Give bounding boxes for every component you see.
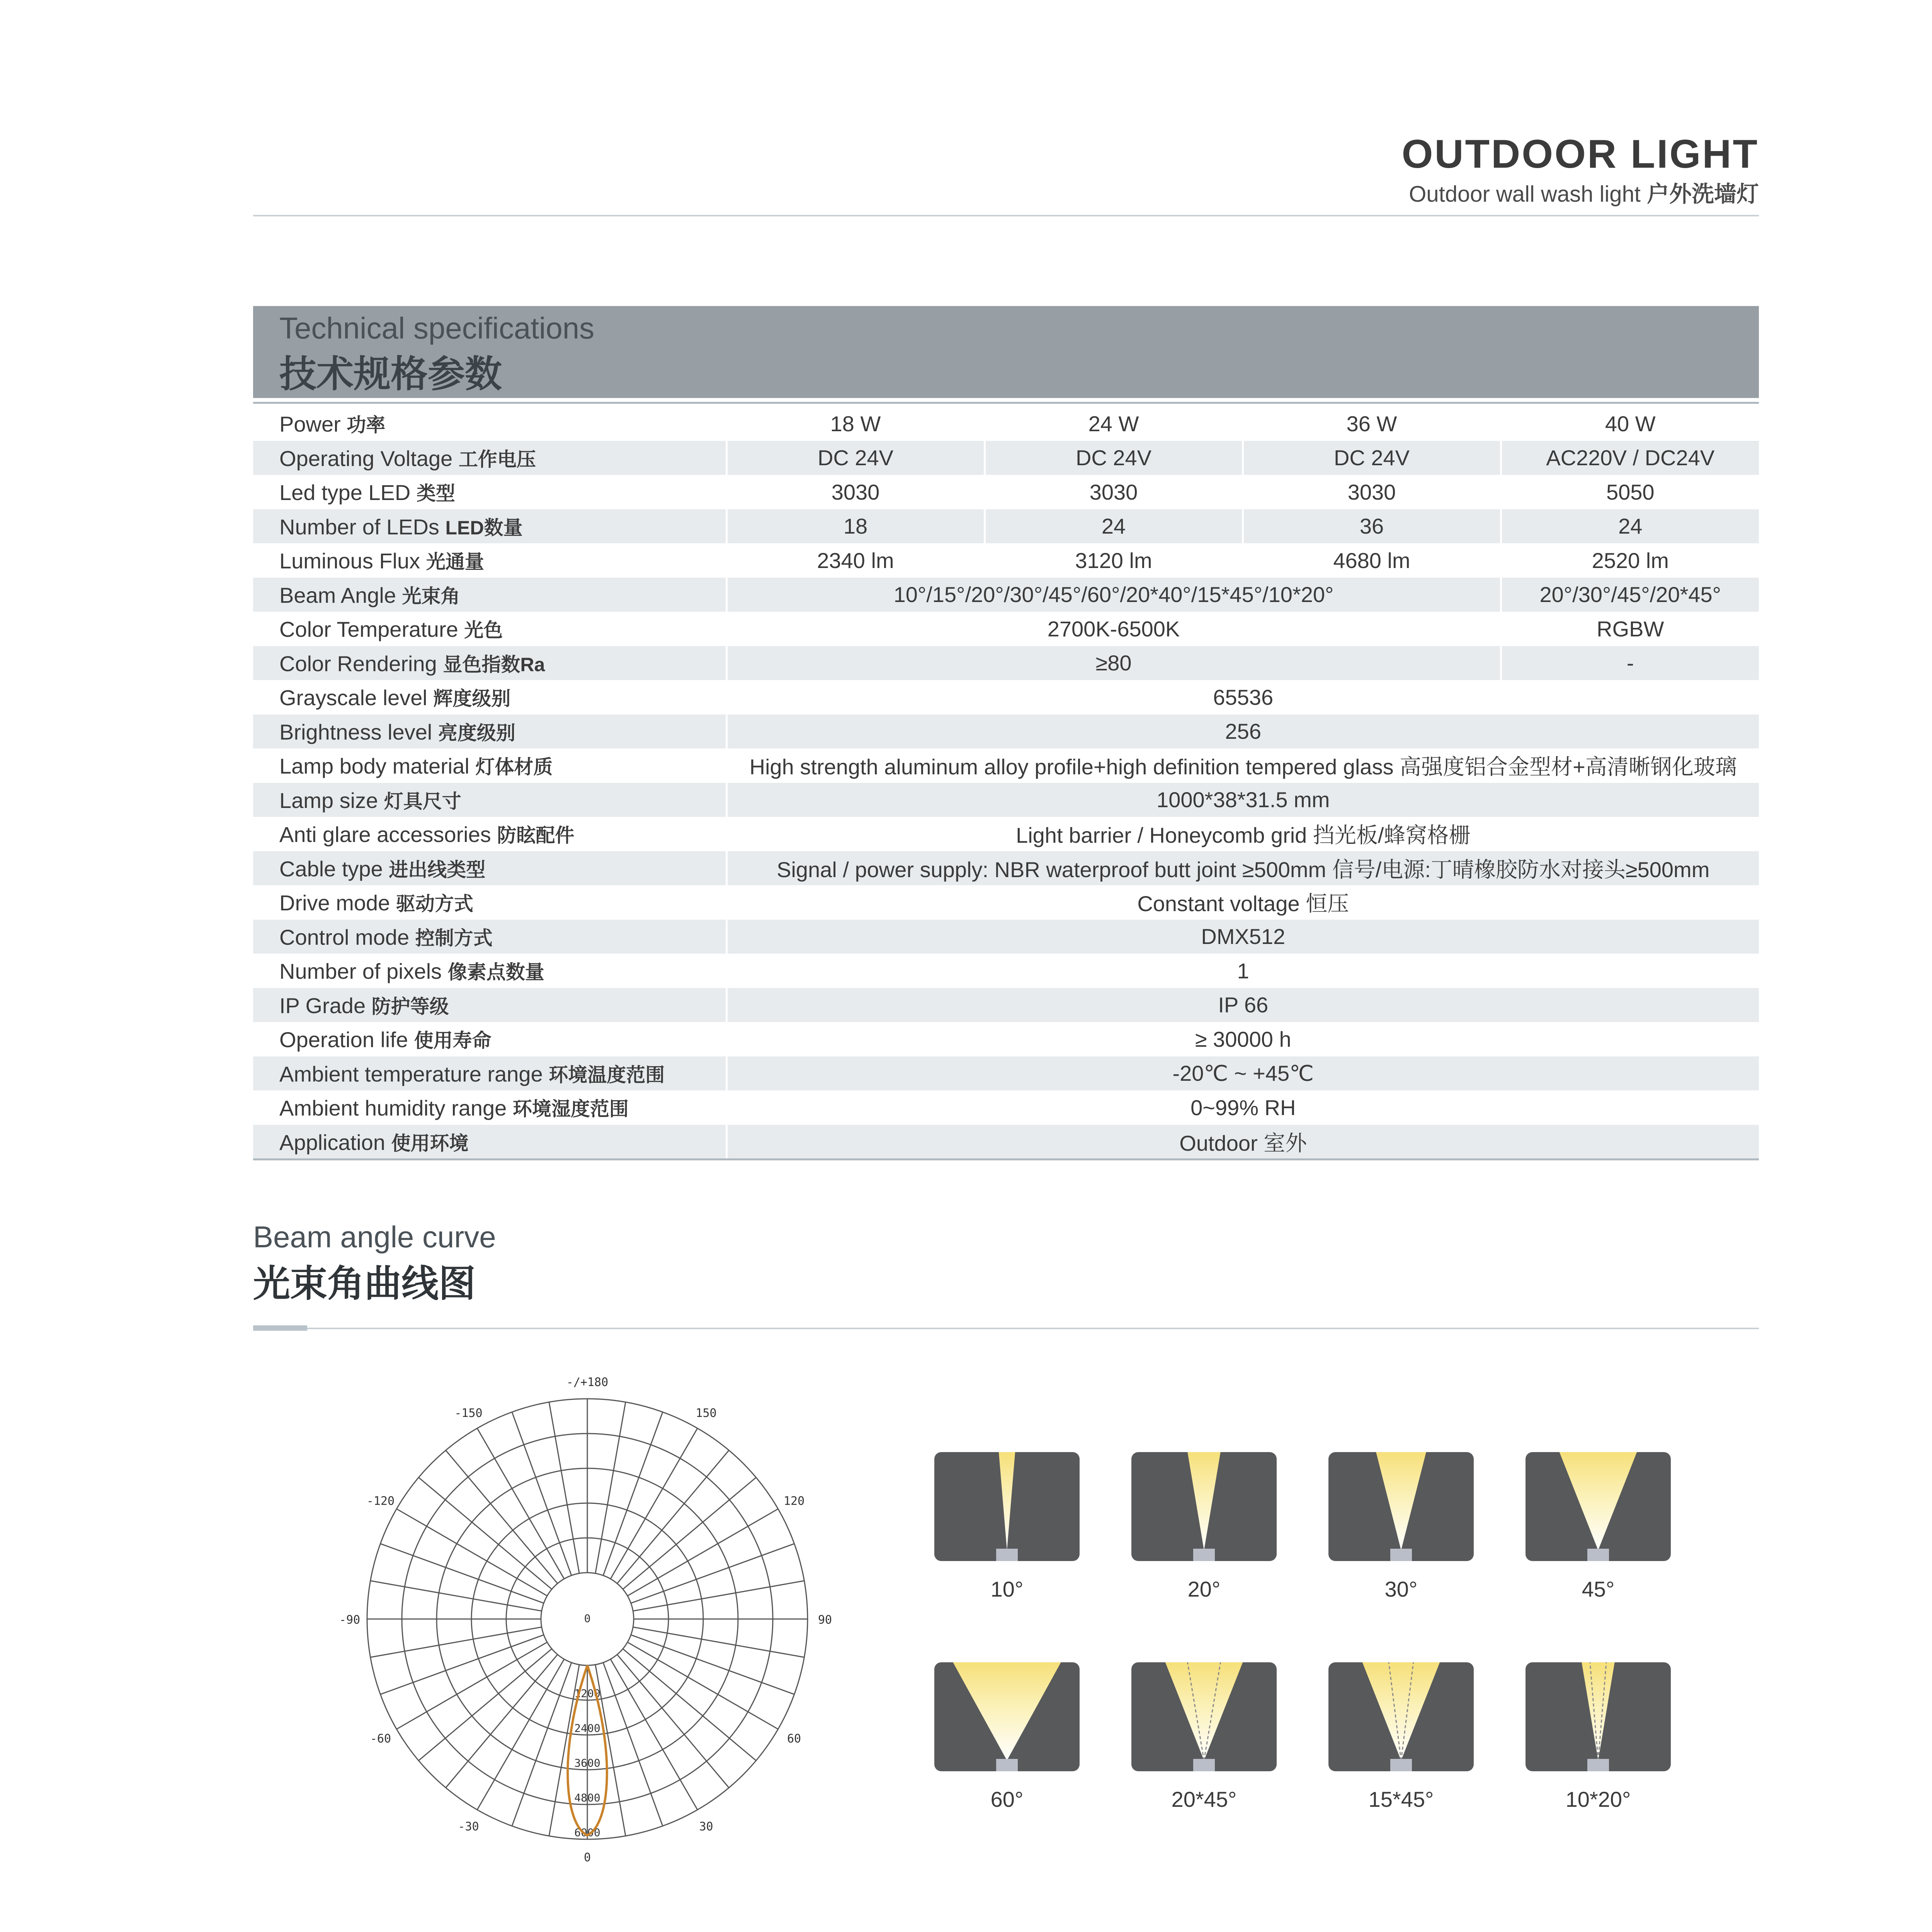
polar-angle-label: -90 [339,1613,361,1627]
polar-radial-label: 2400 [574,1722,600,1735]
subtitle-cn: 户外洗墙灯 [1646,182,1759,207]
polar-radial-label: 3600 [574,1757,600,1769]
spec-row-label [253,988,726,1022]
spec-row [253,441,1759,475]
beam-tile [1328,1662,1474,1771]
polar-radial-label: 1200 [574,1687,600,1700]
polar-grid-spoke [631,1544,794,1603]
spec-value: DC 24V [726,441,985,475]
spec-row-label [253,885,726,920]
spec-label-cn: 辉度级别 [433,688,511,710]
spec-label-en: Operation life [279,1027,414,1052]
spec-row [253,1125,1759,1159]
spec-value: 2340 lm [726,543,985,578]
spec-value: RGBW [1501,612,1759,646]
polar-grid-spoke [549,1402,579,1573]
spec-value: - [1501,646,1759,680]
polar-angle-label: 150 [696,1406,717,1420]
spec-row-label [253,509,726,544]
spec-label-cn: 环境湿度范围 [512,1098,629,1120]
polar-radial-label: 0 [584,1612,591,1625]
spec-section-header [253,306,1759,398]
spec-label-cn: 环境温度范围 [549,1064,665,1086]
polar-radial-label: 4800 [574,1791,600,1804]
spec-label-en: Ambient humidity range [279,1096,513,1121]
spec-row-label [253,406,726,441]
spec-label-cn: 驱动方式 [396,893,473,915]
spec-row-label [253,1090,726,1125]
spec-value: 2700K-6500K [726,612,1501,646]
spec-label-en: Control mode [279,925,415,949]
spec-label-cn: 光通量 [426,551,484,573]
spec-row-label [253,1056,726,1091]
polar-radial-label: 6000 [574,1826,600,1839]
spec-row-label [253,441,726,475]
spec-row-label [253,954,726,988]
spec-value: ≥ 30000 h [726,1022,1759,1056]
spec-title-en: Technical specifications [279,311,595,345]
spec-row [253,1090,1759,1125]
spec-row-label [253,920,726,954]
spec-value: 40 W [1501,406,1759,441]
spec-value: Outdoor 室外 [726,1125,1759,1159]
polar-angle-label: 120 [783,1494,805,1508]
spec-label-en: Grayscale level [279,685,434,710]
spec-label-en: Lamp body material [279,754,476,779]
spec-label-cn: LED数量 [445,517,523,539]
spec-table-body [253,406,1759,1159]
spec-row [253,680,1759,714]
spec-value: 1 [726,954,1759,988]
spec-value: 36 W [1243,406,1501,441]
spec-value: 10°/15°/20°/30°/45°/60°/20*40°/15*45°/10*20° [726,578,1501,612]
polar-angle-label: -150 [454,1406,483,1420]
page-header-title: OUTDOOR LIGHT [1401,132,1759,177]
spec-value: 3030 [1243,475,1501,509]
spec-label-cn: 光束角 [402,585,460,607]
beam-tile-label: 20° [1187,1577,1221,1601]
beam-divider-accent [253,1325,307,1331]
spec-row [253,748,1759,783]
beam-tile-label: 45° [1582,1577,1615,1601]
spec-table-bottom-line [253,1158,1759,1160]
spec-value: IP 66 [726,988,1759,1022]
beam-tile [1131,1452,1277,1561]
spec-label-en: Application [279,1130,391,1155]
beam-title-cn: 光束角曲线图 [253,1263,476,1304]
polar-grid-spoke [371,1581,542,1611]
polar-grid-spoke [380,1635,544,1694]
spec-row-label [253,680,726,714]
spec-row [253,612,1759,646]
spec-label-en: Number of LEDs [279,514,446,539]
spec-value: Signal / power supply: NBR waterproof butt joint ≥500mm 信号/电源:丁晴橡胶防水对接头≥500mm [726,851,1759,886]
spec-value: 36 [1243,509,1501,544]
spec-label-en: Color Rendering [279,651,443,676]
polar-angle-label: 90 [818,1613,832,1627]
spec-label-en: Luminous Flux [279,549,426,573]
spec-row [253,783,1759,817]
spec-value: DC 24V [985,441,1243,475]
spec-row [253,646,1759,680]
spec-label-cn: 防护等级 [371,995,449,1017]
spec-label-cn: 使用寿命 [414,1030,492,1052]
spec-row-label [253,543,726,578]
spec-label-cn: 工作电压 [458,448,536,470]
spec-label-cn: 像素点数量 [447,961,544,983]
spec-value: Light barrier / Honeycomb grid 挡光板/蜂窝格栅 [726,817,1759,851]
spec-header-underline [253,402,1759,404]
spec-value: 20°/30°/45°/20*45° [1501,578,1759,612]
spec-title-cn: 技术规格参数 [279,354,502,395]
spec-value: 24 [1501,509,1759,544]
spec-row-label [253,851,726,886]
spec-value: 3030 [726,475,985,509]
spec-label-en: Cable type [279,856,389,881]
polar-angle-label: -30 [458,1820,479,1834]
polar-angle-label: -60 [370,1732,391,1746]
spec-value: 2520 lm [1501,543,1759,578]
beam-tile [934,1662,1080,1771]
spec-label-cn: 控制方式 [415,927,493,949]
spec-value: 4680 lm [1243,543,1501,578]
polar-grid-spoke [512,1663,571,1826]
spec-row [253,475,1759,509]
spec-row-label [253,646,726,680]
spec-label-en: Operating Voltage [279,446,459,471]
spec-value: -20℃ ~ +45℃ [726,1056,1759,1091]
spec-row-label [253,612,726,646]
spec-label-en: Number of pixels [279,959,448,984]
polar-grid-spoke [512,1412,571,1575]
spec-label-en: Lamp size [279,788,384,813]
polar-grid-spoke [603,1412,663,1575]
spec-value: 24 [985,509,1243,544]
polar-angle-label: -/+180 [566,1376,609,1389]
spec-row-label [253,783,726,817]
polar-grid-spoke [631,1635,794,1694]
spec-value: 3120 lm [985,543,1243,578]
beam-tile [1328,1452,1474,1561]
spec-value: Constant voltage 恒压 [726,885,1759,920]
subtitle-en: Outdoor wall wash light [1409,182,1641,207]
header-divider [253,215,1759,216]
spec-label-cn: 光色 [464,619,503,641]
page-header-subtitle [1409,176,1759,208]
polar-grid-spoke [380,1544,544,1603]
spec-row-label [253,475,726,509]
polar-grid-spoke [371,1627,542,1657]
beam-tile [1526,1662,1671,1771]
spec-label-cn: 防眩配件 [497,825,575,847]
spec-row [253,578,1759,612]
spec-label-en: Ambient temperature range [279,1061,549,1086]
spec-value: 65536 [726,680,1759,714]
spec-label-en: Brightness level [279,719,438,744]
spec-row [253,920,1759,954]
beam-tile-label: 15*45° [1368,1787,1434,1811]
beam-tile-label: 20*45° [1171,1787,1237,1811]
spec-row [253,954,1759,988]
spec-row-label [253,578,726,612]
spec-value: 256 [726,714,1759,749]
spec-label-cn: 灯体材质 [475,756,553,778]
spec-label-cn: 类型 [416,483,455,505]
spec-row-label [253,1125,726,1159]
spec-label-en: Led type LED [279,480,417,505]
polar-grid-spoke [633,1627,804,1657]
spec-row [253,1056,1759,1091]
beam-tile-label: 10° [990,1577,1024,1601]
spec-value: High strength aluminum alloy profile+high definition tempered glass 高强度铝合金型材+高清晰钢化玻璃 [726,748,1759,783]
spec-value: 1000*38*31.5 mm [726,783,1759,817]
spec-label-en: Anti glare accessories [279,822,497,847]
spec-row [253,406,1759,441]
spec-row-label [253,1022,726,1056]
polar-angle-label: 60 [787,1732,801,1746]
polar-beam-curve [317,1376,896,1909]
spec-row [253,509,1759,544]
beam-tile [1526,1452,1671,1561]
beam-divider [253,1328,1759,1329]
beam-tile-label: 60° [990,1787,1024,1811]
spec-value: 3030 [985,475,1243,509]
polar-grid-spoke [603,1663,663,1826]
spec-value: 18 W [726,406,985,441]
spec-value: DC 24V [1243,441,1501,475]
spec-label-en: Beam Angle [279,583,402,607]
spec-row [253,988,1759,1022]
spec-label-cn: 灯具尺寸 [384,790,461,812]
beam-tile-label: 30° [1384,1577,1418,1601]
spec-table [253,406,1759,1159]
spec-label-cn: 进出线类型 [389,859,486,881]
spec-value: 5050 [1501,475,1759,509]
spec-row-label [253,714,726,749]
spec-row-label [253,817,726,851]
spec-row [253,817,1759,851]
beam-title-en: Beam angle curve [253,1220,496,1254]
spec-row [253,885,1759,920]
spec-label-en: Color Temperature [279,617,464,642]
spec-value: AC220V / DC24V [1501,441,1759,475]
spec-row [253,851,1759,886]
spec-label-en: Drive mode [279,891,396,915]
beam-tile [1131,1662,1277,1771]
spec-label-cn: 显色指数Ra [443,653,545,675]
polar-grid-spoke [595,1402,626,1573]
spec-row [253,1022,1759,1056]
spec-label-en: IP Grade [279,993,372,1018]
beam-tile [934,1452,1080,1561]
spec-row [253,543,1759,578]
spec-label-cn: 功率 [347,414,386,436]
spec-label-cn: 亮度级别 [438,722,515,744]
spec-value: ≥80 [726,646,1501,680]
beam-tile-label: 10*20° [1565,1787,1631,1811]
polar-angle-label: -120 [366,1494,395,1508]
polar-angle-label: 30 [699,1820,713,1834]
spec-label-cn: 使用环境 [391,1132,469,1154]
spec-row [253,714,1759,749]
spec-value: 0~99% RH [726,1090,1759,1125]
polar-angle-label: 0 [583,1851,591,1864]
polar-grid-spoke [633,1581,804,1611]
spec-value: DMX512 [726,920,1759,954]
spec-label-en: Power [279,412,347,437]
spec-value: 18 [726,509,985,544]
spec-value: 24 W [985,406,1243,441]
spec-row-label [253,748,726,783]
